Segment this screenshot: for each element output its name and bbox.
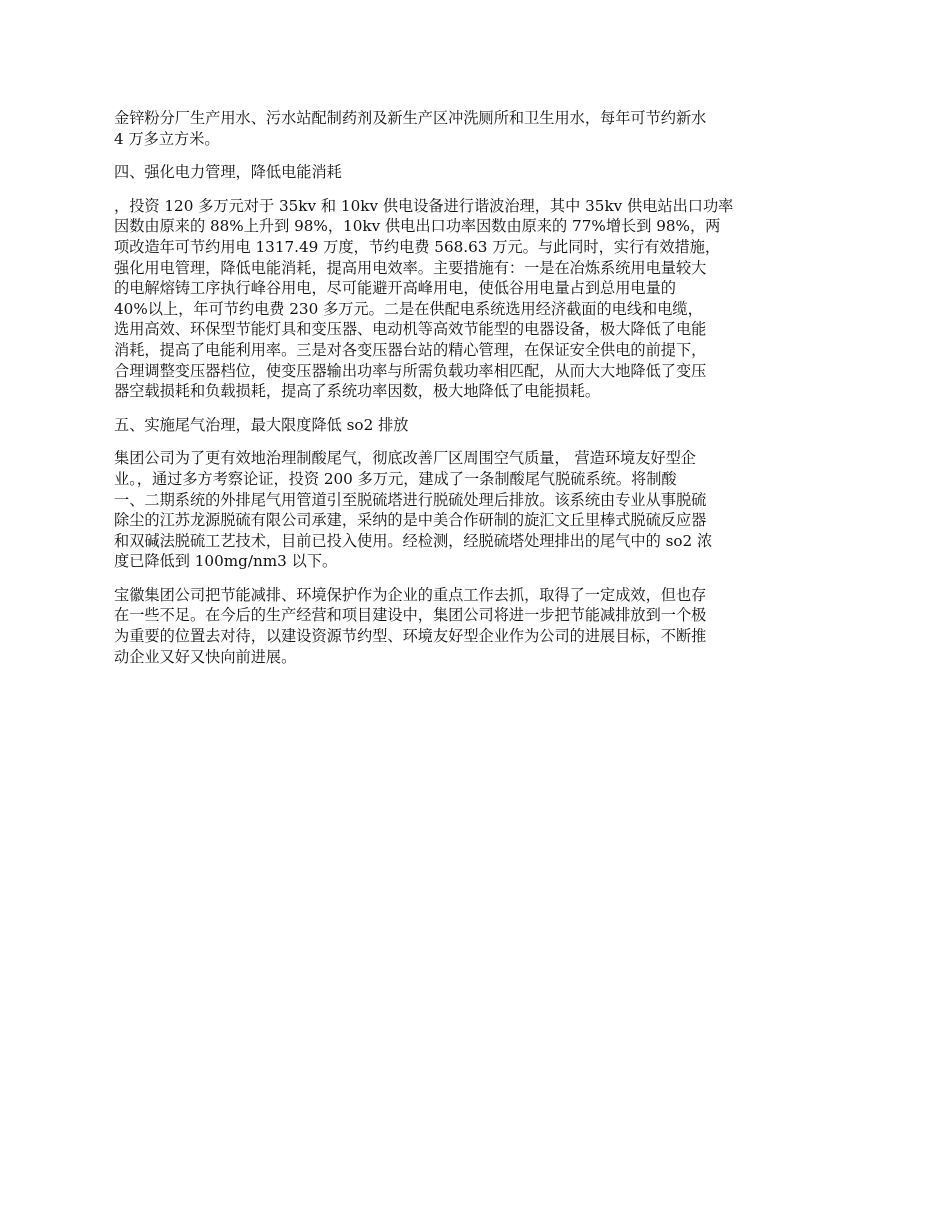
- text-line: 和双碱法脱硫工艺技术，目前已投入使用。经检测，经脱硫塔处理排出的尾气中的 so2 浓: [114, 531, 713, 550]
- text-line: 度已降低到 100mg/nm3 以下。: [114, 552, 338, 571]
- body-paragraph: [114, 585, 842, 667]
- text-line: 合理调整变压器档位，使变压器输出功率与所需负载功率相匹配，从而大大地降低了变压: [114, 361, 707, 380]
- text-line: 集团公司为了更有效地治理制酸尾气，彻底改善厂区周围空气质量， 营造环境友好型企: [114, 449, 696, 468]
- text-line: 强化用电管理，降低电能消耗，提高用电效率。主要措施有：一是在冶炼系统用电量较大: [114, 258, 707, 277]
- text-line: 金锌粉分厂生产用水、污水站配制药剂及新生产区冲洗厕所和卫生用水，每年可节约新水: [114, 109, 707, 127]
- text-line: 因数由原来的 88%上升到 98%，10kv 供电出口功率因数由原来的 77%增长到 98%，两: [114, 217, 721, 236]
- text-line: 四、强化电力管理，降低电能消耗: [114, 163, 342, 182]
- document-page: [114, 108, 842, 680]
- text-line: 的电解熔铸工序执行峰谷用电，尽可能避开高峰用电，使低谷用电量占到总用电量的: [114, 279, 676, 298]
- text-line: 动企业又好又快向前进展。: [114, 647, 297, 666]
- section-heading: [114, 162, 842, 183]
- section-heading: [114, 415, 842, 436]
- text-line: 宝徽集团公司把节能减排、环境保护作为企业的重点工作去抓，取得了一定成效，但也存: [114, 585, 707, 604]
- text-line: 选用高效、环保型节能灯具和变压器、电动机等高效节能型的电器设备，极大降低了电能: [114, 320, 707, 339]
- text-line: 器空载损耗和负载损耗，提高了系统功率因数，极大地降低了电能损耗。: [114, 382, 600, 401]
- body-paragraph: [114, 196, 842, 402]
- text-line: 在一些不足。在今后的生产经营和项目建设中，集团公司将进一步把节能减排放到一个极: [114, 606, 707, 625]
- body-paragraph: [114, 448, 842, 572]
- text-line: 40%以上，年可节约电费 230 多万元。二是在供配电系统选用经济截面的电线和电缆，: [114, 299, 703, 318]
- body-paragraph: [114, 108, 842, 149]
- text-line: ，投资 120 多万元对于 35kv 和 10kv 供电设备进行谐波治理，其中 35kv 供电站出口功率: [114, 196, 734, 215]
- text-line: 项改造年可节约用电 1317.49 万度，节约电费 568.63 万元。与此同时，实行有效措施，: [114, 237, 721, 256]
- text-line: 一、二期系统的外排尾气用管道引至脱硫塔进行脱硫处理后排放。该系统由专业从事脱硫: [114, 490, 707, 509]
- text-line: 业。，通过多方考察论证，投资 200 多万元，建成了一条制酸尾气脱硫系统。将制酸: [114, 469, 677, 488]
- text-line: 为重要的位置去对待，以建设资源节约型、环境友好型企业作为公司的进展目标，不断推: [114, 627, 707, 646]
- text-line: 4 万多立方米。: [114, 129, 220, 148]
- text-line: 五、实施尾气治理，最大限度降低 so2 排放: [114, 415, 409, 434]
- text-line: 消耗，提高了电能利用率。三是对各变压器台站的精心管理，在保证安全供电的前提下，: [114, 340, 707, 359]
- text-line: 除尘的江苏龙源脱硫有限公司承建，采纳的是中美合作研制的旋汇文丘里棒式脱硫反应器: [114, 511, 707, 530]
